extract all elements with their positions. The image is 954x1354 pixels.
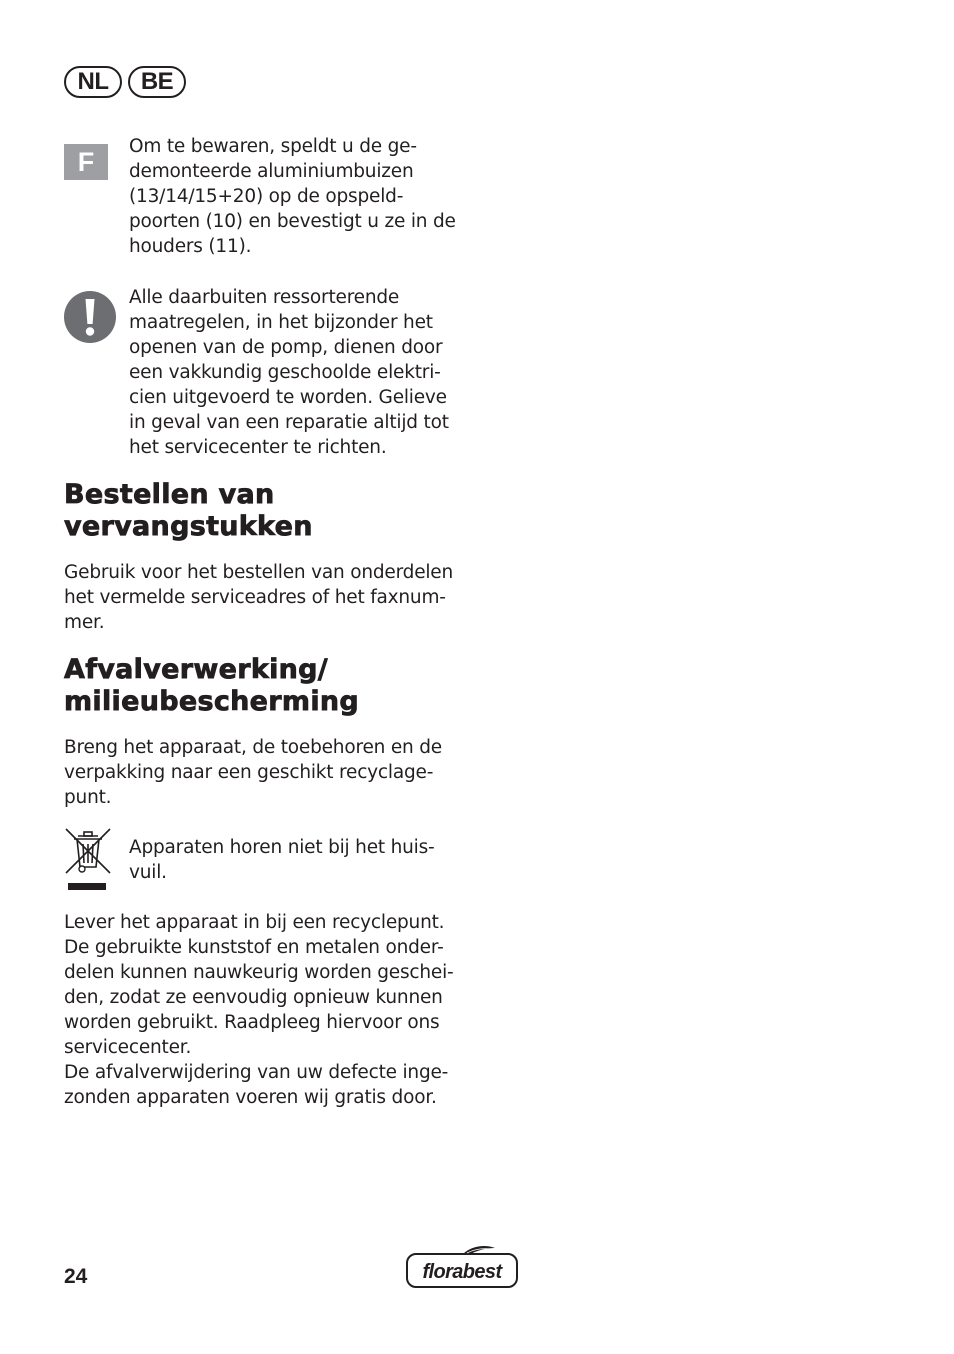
crossed-bin-icon — [64, 827, 112, 893]
spare-parts-text: Gebruik voor het bestellen van onderdelen het vermelde serviceadres of het faxnum- mer. — [64, 562, 454, 633]
step-f-text: Om te bewaren, speldt u de ge- demonteerde aluminiumbuizen (13/14/15+20) op de opspeld- poorten (10) en bevestigt u ze in de houders (11). — [129, 136, 456, 257]
florabest-logo — [405, 1244, 519, 1290]
page-number: 24 — [64, 1265, 88, 1288]
heading-spare-parts: Bestellen van vervangstukken — [64, 479, 313, 542]
language-badge-nl: NL — [64, 66, 122, 98]
warning-text: Alle daarbuiten ressorterende maatregelen, in het bijzonder het openen van de pomp, dienen door een vakkundig geschoolde elektri- cien uitgevoerd te worden. Gelieve in geval van een reparatie altijd tot het servicecenter te richten. — [129, 287, 449, 458]
disposal-text: Breng het apparaat, de toebehoren en de verpakking naar een geschikt recyclage- punt. — [64, 737, 442, 808]
heading-disposal: Afvalverwerking/ milieubescherming — [64, 654, 360, 717]
language-badge-be: BE — [128, 66, 186, 98]
disposal-closing-text: Lever het apparaat in bij een recyclepunt. De gebruikte kunststof en metalen onder- delen kunnen nauwkeurig worden geschei- den, zodat ze eenvoudig opnieuw kunnen worden gebruikt. Raadpleeg hiervoor ons servicecenter. De afvalverwijdering van uw defecte inge- zonden apparaten voeren wij gratis door. — [64, 912, 454, 1108]
language-badges — [64, 66, 186, 98]
svg-text:florabest: florabest — [422, 1261, 502, 1283]
warning-icon — [64, 291, 116, 343]
bin-note-text: Apparaten horen niet bij het huis- vuil. — [129, 837, 435, 883]
step-marker-f: F — [64, 144, 108, 180]
